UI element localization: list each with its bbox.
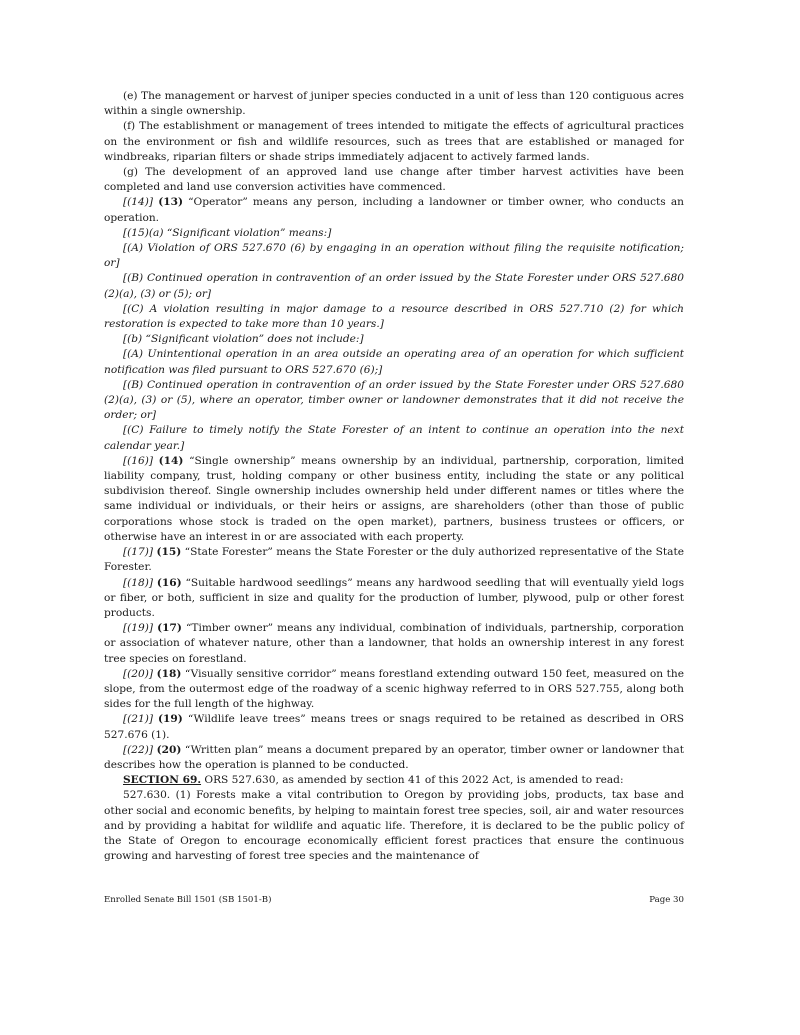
definition-written-plan: [(22)] (20) “Written plan” means a document prepared by an operator, timber owner or landowner that describes how the operation is planned to be conducted. [104,743,684,771]
section-69-heading: SECTION 69. ORS 527.630, as amended by section 41 of this 2022 Act, is amended to read: [123,774,624,787]
paragraph-f: (f) The establishment or management of trees intended to mitigate the effects of agricultural practices on the environment or fish and wildlife resources, such as trees that are established or managed for windbreaks, riparian filters or shade strips immediately adjacent to actively farmed lands. [104,120,684,163]
deleted-significant-violation: [(15)(a) “Significant violation” means:] [123,226,332,239]
page-footer [104,895,684,905]
definition-single-ownership: [(16)] (14) “Single ownership” means ownership by an individual, partnership, corporation, limited liability company, trust, holding company or other business entity, including the state or any political subdivision thereof. Single ownership includes ownership held under different names or titles where the same individual or individuals, or their heirs or assigns, are shareholders (other than those of public corporations whose stock is traded on the open market), partners, business trustees or officers, or otherwise have an interest in or are associated with each property. [104,454,684,543]
deleted-significant-violation-c: [(C) A violation resulting in major damage to a resource described in ORS 527.710 (2) for which restoration is expected to take more than 10 years.] [104,302,684,331]
definition-operator: [(14)] (13) “Operator” means any person, including a landowner or timber owner, who conducts an operation. [104,196,684,224]
deleted-not-include: [(b) “Significant violation” does not include:] [123,333,364,346]
definition-timber-owner: [(19)] (17) “Timber owner” means any individual, combination of individuals, partnership, corporation or association of whatever nature, other than a landowner, that holds an ownership interest in any forest tree species on forestland. [104,622,684,665]
document-body [104,89,684,864]
bill-name: Enrolled Senate Bill 1501 (SB 1501-B) [104,895,272,905]
deleted-not-include-b: [(B) Continued operation in contravention of an order issued by the State Forester under ORS 527.680 (2)(a), (3) or (5), where an operator, timber owner or landowner demonstrates that it did not receive the order; or] [104,378,684,422]
page-number: Page 30 [649,895,684,905]
deleted-not-include-c: [(C) Failure to timely notify the State Forester of an intent to continue an operation into the next calendar year.] [104,424,684,452]
definition-visually-sensitive-corridor: [(20)] (18) “Visually sensitive corridor” means forestland extending outward 150 feet, measured on the slope, from the outermost edge of the roadway of a scenic highway referred to in ORS 527.755, along both sides for the full length of the highway. [104,667,685,711]
definition-hardwood-seedlings: [(18)] (16) “Suitable hardwood seedlings” means any hardwood seedling that will eventually yield logs or fiber, or both, sufficient in size and quality for the production of lumber, plywood, pulp or other forest products. [104,576,685,619]
deleted-significant-violation-a: [(A) Violation of ORS 527.670 (6) by engaging in an operation without filing the requisite notification; or] [104,242,684,270]
section-527-630: 527.630. (1) Forests make a vital contribution to Oregon by providing jobs, products, tax base and other social and economic benefits, by helping to maintain forest tree species, soil, air and water resources and by providing a habitat for wildlife and aquatic life. Therefore, it is declared to be the public policy of the State of Oregon to encourage economically efficient forest practices that ensure the continuous growing and harvesting of forest tree species and the maintenance of [104,789,684,863]
definition-state-forester: [(17)] (15) “State Forester” means the State Forester or the duly authorized representative of the State Forester. [104,546,684,574]
definition-wildlife-leave-trees: [(21)] (19) “Wildlife leave trees” means trees or snags required to be retained as described in ORS 527.676 (1). [104,713,684,741]
paragraph-g: (g) The development of an approved land use change after timber harvest activities have been completed and land use conversion activities have commenced. [104,166,684,194]
deleted-significant-violation-b: [(B) Continued operation in contravention of an order issued by the State Forester under ORS 527.680 (2)(a), (3) or (5); or] [104,272,684,300]
paragraph-e: (e) The management or harvest of juniper species conducted in a unit of less than 120 contiguous acres within a single ownership. [104,90,684,118]
deleted-not-include-a: [(A) Unintentional operation in an area outside an operating area of an operation for which sufficient notification was filed pursuant to ORS 527.670 (6);] [104,348,684,376]
